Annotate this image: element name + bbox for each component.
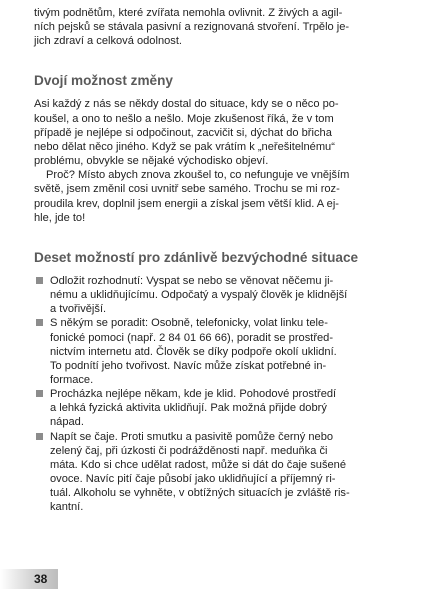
list-item <box>34 316 410 387</box>
text-line: nebo dělat něco jiného. Když se pak vrátím k „neřešitelnému“ <box>34 140 335 153</box>
page-number: 38 <box>34 572 48 586</box>
text-line: Asi každý z nás se někdy dostal do situace, kdy se o něco po- <box>34 98 339 111</box>
text-line: kantní. <box>50 501 84 514</box>
text-line: případě je nejlépe si odpočinout, zacvičit si, dýchat do břicha <box>34 126 332 139</box>
text-line: proudila krev, doplnil jsem energii a získal jsem větší klid. A ej- <box>34 197 340 210</box>
text-line: Proč? Místo abych znova zkoušel to, co nefunguje ve vnějším <box>46 169 350 182</box>
text-line: světě, jsem změnil cosi uvnitř sebe samého. Trochu se mi roz- <box>34 183 340 196</box>
text-line: a lehká fyzická aktivita uklidňují. Pak možná přijde dobrý <box>50 402 327 415</box>
text-line: zelený čaj, při úzkosti či podrážděnosti např. meduňka či <box>50 444 328 457</box>
text-line: hle, jde to! <box>34 211 86 224</box>
square-bullet-icon <box>36 277 43 284</box>
square-bullet-icon <box>36 433 43 440</box>
text-line: koušel, a ono to nešlo a nešlo. Moje zkušenost říká, že v tom <box>34 112 334 125</box>
text-line: ovoce. Navíc pití čaje působí jako uklidňující a příjemný ri- <box>50 473 336 486</box>
text-line: fonické pomoci (např. 2 84 01 66 66), poradit se prostřed- <box>50 331 334 344</box>
text-line: nému a uklidňujícímu. Odpočatý a vyspalý člověk je klidnější <box>50 289 348 302</box>
text-line: formace. <box>50 373 94 386</box>
text-line: problému, obvykle se nějaké východisko objeví. <box>34 155 269 168</box>
list-item <box>34 387 410 429</box>
text-line: máta. Kdo si chce udělat radost, může si dát do čaje sušené <box>50 458 346 471</box>
square-bullet-icon <box>36 319 43 326</box>
text-line: nictvím internetu atd. Člověk se díky podpoře okolí uklidní. <box>50 345 337 358</box>
text-line: tivým podnětům, které zvířata nemohla ovlivnit. Z živých a agil- <box>34 7 343 19</box>
text-line: tuál. Alkoholu se vyhněte, v obtížných situacích je zvláště ris- <box>50 487 350 500</box>
list-item <box>34 430 410 515</box>
text-line: Procházka nejlépe někam, kde je klid. Pohodové prostředí <box>50 388 337 401</box>
list-item <box>34 274 410 316</box>
options-list <box>34 274 410 515</box>
text-line: jich zdraví a celková odolnost. <box>34 35 182 48</box>
square-bullet-icon <box>36 390 43 397</box>
text-line: To podnítí jeho tvořivost. Navíc může získat potřebné in- <box>50 359 327 372</box>
page-footer-bar <box>0 569 58 589</box>
text-line: Odložit rozhodnutí: Vyspat se nebo se věnovat něčemu ji- <box>50 274 334 287</box>
text-line: ních pejsků se stávala pasivní a rezignovaná stvoření. Trpělo je- <box>34 21 350 34</box>
section1-paragraph-1 <box>34 97 410 168</box>
section1-paragraph-2 <box>34 168 410 225</box>
section-heading-deset-moznosti: Deset možností pro zdánlivě bezvýchodné situace <box>34 249 359 265</box>
text-line: nápad. <box>50 416 84 429</box>
text-line: S někým se poradit: Osobně, telefonicky, volat linku tele- <box>50 317 328 330</box>
section-heading-dvoji-moznost: Dvojí možnost změny <box>34 73 173 89</box>
text-line: Napít se čaje. Proti smutku a pasivitě pomůže černý nebo <box>50 430 334 443</box>
text-line: a tvořivější. <box>50 303 107 316</box>
intro-paragraph <box>34 6 410 48</box>
